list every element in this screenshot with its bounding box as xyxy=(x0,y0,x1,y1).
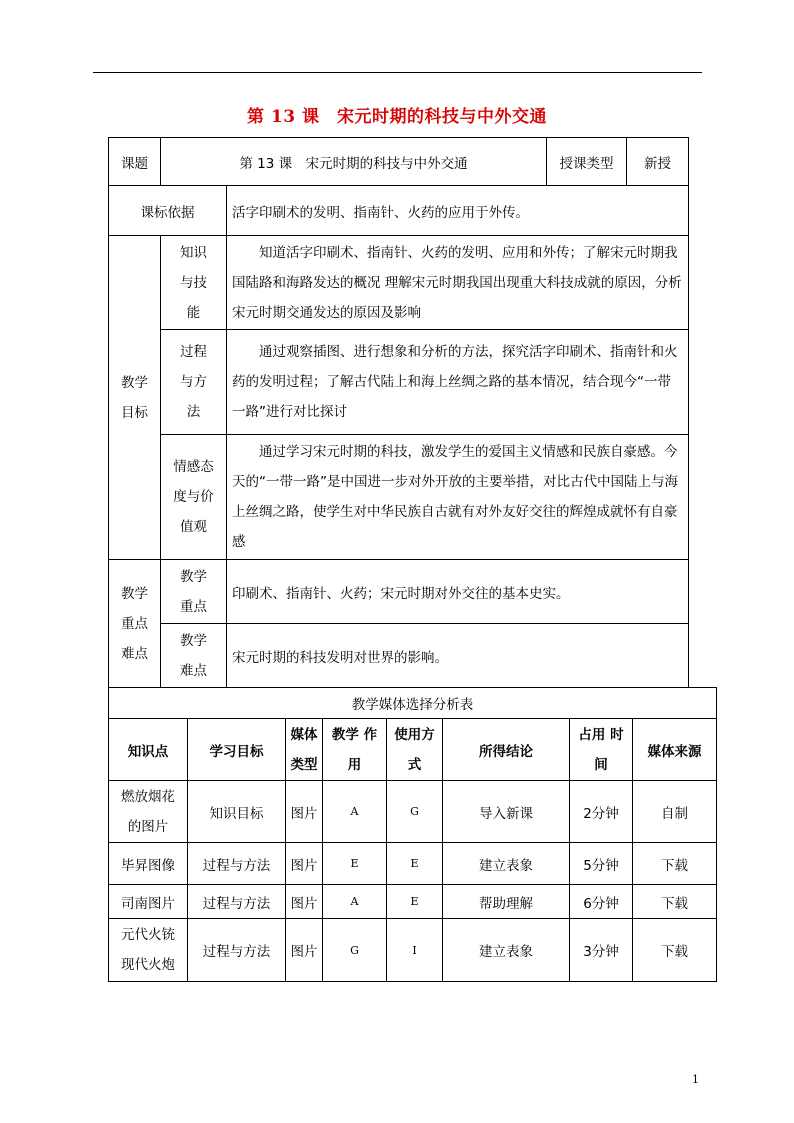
table-row xyxy=(109,138,689,186)
table-cell: 下载 xyxy=(633,843,717,885)
table-cell: A xyxy=(323,781,387,843)
column-header: 教学 作用 xyxy=(323,719,387,781)
table-cell: 建立表象 xyxy=(443,843,570,885)
table-header-row xyxy=(109,719,717,781)
page-title: 第 13 课 宋元时期的科技与中外交通 xyxy=(247,107,547,127)
focus-text: 印刷术、指南针、火药；宋元时期对外交往的基本史实。 xyxy=(227,560,689,624)
table-cell: 图片 xyxy=(286,781,323,843)
table-cell: 图片 xyxy=(286,885,323,919)
standard-value: 活字印刷术的发明、指南针、火药的应用于外传。 xyxy=(227,186,689,236)
column-header: 媒体类型 xyxy=(286,719,323,781)
table-row xyxy=(109,186,689,236)
table-row xyxy=(109,435,689,560)
table-row xyxy=(109,688,717,719)
column-header: 占用 时间 xyxy=(570,719,633,781)
table-row xyxy=(109,624,689,688)
table-cell: G xyxy=(323,919,387,982)
column-header: 学习目标 xyxy=(188,719,286,781)
table-cell: 下载 xyxy=(633,885,717,919)
table-cell: I xyxy=(387,919,443,982)
table-cell: 元代火铳现代火炮 xyxy=(109,919,188,982)
column-header: 媒体来源 xyxy=(633,719,717,781)
table-row xyxy=(109,330,689,435)
table-row xyxy=(109,560,689,624)
media-table-caption: 教学媒体选择分析表 xyxy=(109,688,717,719)
type-label: 授课类型 xyxy=(547,138,627,186)
topic-value: 第 13 课 宋元时期的科技与中外交通 xyxy=(161,138,547,186)
table-cell: 下载 xyxy=(633,919,717,982)
table-cell: E xyxy=(323,843,387,885)
table-cell: 3分钟 xyxy=(570,919,633,982)
table-cell: 图片 xyxy=(286,843,323,885)
difficulty-label: 教学难点 xyxy=(161,624,227,688)
emotion-text: 通过学习宋元时期的科技，激发学生的爱国主义情感和民族自豪感。今天的“一带一路”是中国进一步对外开放的主要举措，对比古代中国陆上与海上丝绸之路，使学生对中华民族自古就有对外友好交往的辉煌成就怀有自豪感 xyxy=(227,435,689,560)
type-value: 新授 xyxy=(627,138,689,186)
table-row xyxy=(109,919,717,982)
table-row xyxy=(109,843,717,885)
table-cell: 毕昇图像 xyxy=(109,843,188,885)
table-row xyxy=(109,885,717,919)
table-cell: 燃放烟花的图片 xyxy=(109,781,188,843)
knowledge-text: 知道活字印刷术、指南针、火药的发明、应用和外传；了解宋元时期我国陆路和海路发达的概况 理解宋元时期我国出现重大科技成就的原因，分析宋元时期交通发达的原因及影响 xyxy=(227,236,689,330)
knowledge-label: 知识与技能 xyxy=(161,236,227,330)
emotion-label: 情感态度与价值观 xyxy=(161,435,227,560)
topic-label: 课题 xyxy=(109,138,161,186)
table-cell: A xyxy=(323,885,387,919)
column-header: 所得结论 xyxy=(443,719,570,781)
table-cell: E xyxy=(387,843,443,885)
table-cell: 过程与方法 xyxy=(188,885,286,919)
table-cell: G xyxy=(387,781,443,843)
page-number: 1 xyxy=(692,1073,699,1086)
difficulty-text: 宋元时期的科技发明对世界的影响。 xyxy=(227,624,689,688)
table-cell: 自制 xyxy=(633,781,717,843)
process-text: 通过观察插图、进行想象和分析的方法，探究活字印刷术、指南针和火药的发明过程；了解古代陆上和海上丝绸之路的基本情况，结合现今“一带一路”进行对比探讨 xyxy=(227,330,689,435)
table-cell: 帮助理解 xyxy=(443,885,570,919)
table-cell: 2分钟 xyxy=(570,781,633,843)
table-cell: 6分钟 xyxy=(570,885,633,919)
process-label: 过程与方法 xyxy=(161,330,227,435)
table-cell: 知识目标 xyxy=(188,781,286,843)
column-header: 使用方式 xyxy=(387,719,443,781)
table-row xyxy=(109,236,689,330)
goals-label: 教学目标 xyxy=(109,236,161,560)
focus-label: 教学重点 xyxy=(161,560,227,624)
table-cell: 5分钟 xyxy=(570,843,633,885)
lesson-plan-table xyxy=(108,137,689,688)
table-cell: 图片 xyxy=(286,919,323,982)
media-analysis-table xyxy=(108,687,717,982)
header-rule xyxy=(93,72,702,73)
table-cell: 过程与方法 xyxy=(188,843,286,885)
column-header: 知识点 xyxy=(109,719,188,781)
standard-label: 课标依据 xyxy=(109,186,227,236)
table-cell: 建立表象 xyxy=(443,919,570,982)
keypoints-label: 教学重点难点 xyxy=(109,560,161,688)
table-cell: E xyxy=(387,885,443,919)
table-cell: 司南图片 xyxy=(109,885,188,919)
table-cell: 过程与方法 xyxy=(188,919,286,982)
table-row xyxy=(109,781,717,843)
table-cell: 导入新课 xyxy=(443,781,570,843)
